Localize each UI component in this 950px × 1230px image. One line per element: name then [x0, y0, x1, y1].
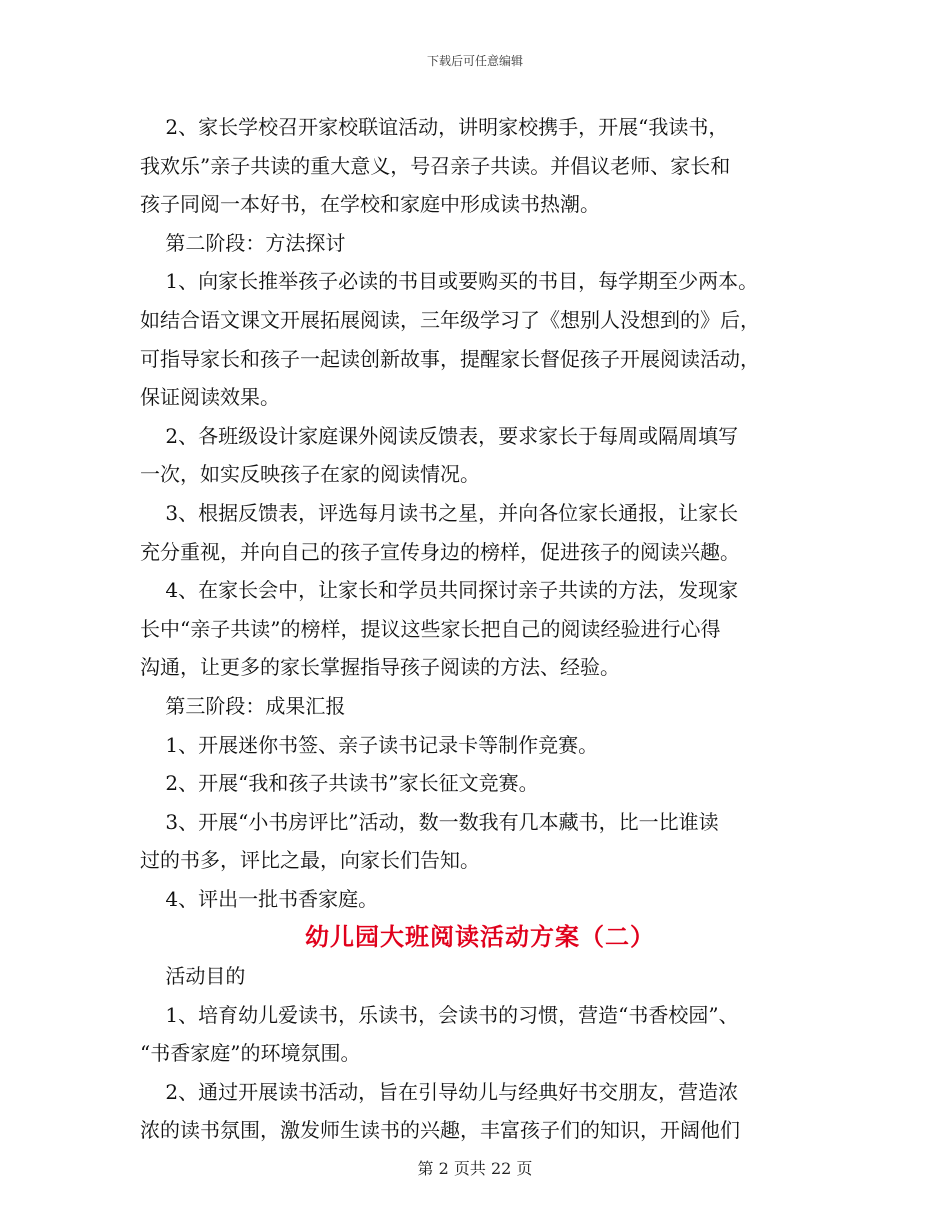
paragraph-line: 活动目的 [140, 964, 246, 989]
paragraph-line: 如结合语文课文开展拓展阅读，三年级学习了《想别人没想到的》后， [140, 307, 760, 332]
paragraph-line: 4、评出一批书香家庭。 [140, 886, 379, 911]
stage-heading: 第三阶段：成果汇报 [140, 693, 346, 718]
stage-heading: 第二阶段：方法探讨 [140, 230, 346, 255]
section-heading: 幼儿园大班阅读活动方案（二） [305, 923, 655, 952]
paragraph-line: 1、培育幼儿爱读书，乐读书，会读书的习惯，营造“书香校园”、 [140, 1002, 739, 1027]
paragraph-line: 3、开展“小书房评比”活动，数一数我有几本藏书，比一比谁读 [140, 809, 719, 834]
document-body [140, 108, 820, 1150]
page-header: 下载后可任意编辑 [426, 54, 523, 68]
paragraph-line: 长中“亲子共读”的榜样，提议这些家长把自己的阅读经验进行心得 [140, 616, 721, 641]
paragraph-line: 过的书多，评比之最，向家长们告知。 [140, 848, 480, 873]
paragraph-line: 保证阅读效果。 [140, 385, 280, 410]
paragraph-line: 浓的读书氛围，激发师生读书的兴趣，丰富孩子们的知识，开阔他们 [140, 1118, 740, 1143]
paragraph-line: “书香家庭”的环境氛围。 [140, 1041, 361, 1066]
paragraph-line: 1、开展迷你书签、亲子读书记录卡等制作竞赛。 [140, 732, 599, 757]
paragraph-line: 2、各班级设计家庭课外阅读反馈表，要求家长于每周或隔周填写 [140, 423, 739, 448]
paragraph-line: 1、向家长推举孩子必读的书目或要购买的书目，每学期至少两本。 [140, 269, 759, 294]
paragraph-line: 2、通过开展读书活动，旨在引导幼儿与经典好书交朋友，营造浓 [140, 1079, 739, 1104]
paragraph-line: 孩子同阅一本好书，在学校和家庭中形成读书热潮。 [140, 192, 600, 217]
paragraph-line: 2、开展“我和孩子共读书”家长征文竞赛。 [140, 771, 539, 796]
paragraph-line: 充分重视，并向自己的孩子宣传身边的榜样，促进孩子的阅读兴趣。 [140, 539, 740, 564]
paragraph-line: 3、根据反馈表，评选每月读书之星，并向各位家长通报，让家长 [140, 500, 739, 525]
paragraph-line: 4、在家长会中，让家长和学员共同探讨亲子共读的方法，发现家 [140, 578, 739, 603]
paragraph-line: 一次，如实反映孩子在家的阅读情况。 [140, 462, 480, 487]
page-footer: 第 2 页共 22 页 [417, 1159, 533, 1178]
paragraph-line: 我欢乐”亲子共读的重大意义，号召亲子共读。并倡议老师、家长和 [140, 153, 731, 178]
paragraph-line: 沟通，让更多的家长掌握指导孩子阅读的方法、经验。 [140, 655, 620, 680]
paragraph-line: 2、家长学校召开家校联谊活动，讲明家校携手，开展“我读书， [140, 115, 729, 139]
paragraph-line: 可指导家长和孩子一起读创新故事，提醒家长督促孩子开展阅读活动， [140, 346, 760, 371]
